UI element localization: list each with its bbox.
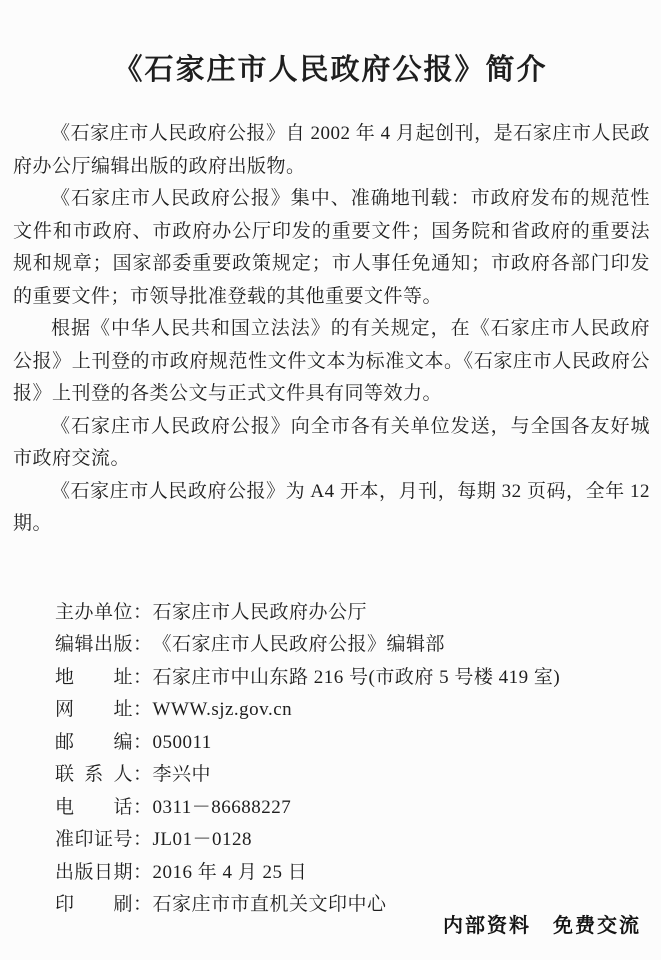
info-value: 《石家庄市人民政府公报》编辑部 — [152, 634, 446, 655]
info-row-website — [55, 694, 650, 727]
info-label: 出版日期 — [55, 861, 134, 883]
info-value: WWW.sjz.gov.cn — [152, 699, 293, 720]
info-label: 地址 — [55, 666, 133, 688]
info-label: 网址 — [55, 699, 133, 720]
info-label: 主办单位 — [55, 601, 134, 623]
publication-info-list — [55, 597, 650, 922]
info-label: 印刷 — [55, 894, 133, 915]
info-colon: ： — [133, 894, 153, 915]
info-row-address — [55, 662, 650, 695]
intro-body — [13, 118, 650, 541]
info-value: 石家庄市市直机关文印中心 — [152, 894, 387, 915]
info-value: 2016 年 4 月 25 日 — [152, 861, 308, 883]
info-colon: ： — [133, 699, 153, 720]
info-value: 050011 — [152, 731, 212, 753]
paragraph-legal-status: 根据《中华人民共和国立法法》的有关规定，在《石家庄市人民政府公报》上刊登的市政府规范性文件文本为标准文本。《石家庄市人民政府公报》上刊登的各类公文与正式文件具有同等效力。 — [13, 318, 650, 404]
info-colon: ： — [133, 634, 153, 655]
info-label: 联系人 — [55, 764, 133, 785]
info-row-phone — [55, 792, 650, 825]
info-row-postcode — [55, 727, 650, 760]
info-colon: ： — [133, 829, 153, 850]
info-value: 石家庄市人民政府办公厅 — [152, 601, 368, 623]
paragraph-distribution: 《石家庄市人民政府公报》向全市各有关单位发送，与全国各友好城市政府交流。 — [13, 415, 650, 469]
info-colon: ： — [133, 731, 153, 753]
info-row-publish-date — [55, 857, 650, 890]
info-label: 邮编 — [55, 731, 133, 753]
info-row-contact — [55, 759, 650, 792]
info-value: JL01－0128 — [152, 829, 253, 850]
info-colon: ： — [133, 764, 153, 785]
page-title: 《石家庄市人民政府公报》简介 — [113, 54, 548, 86]
info-colon: ： — [133, 666, 153, 688]
info-row-sponsor — [55, 597, 650, 630]
info-label: 编辑出版 — [55, 634, 134, 655]
info-value: 0311－86688227 — [152, 796, 292, 818]
info-label: 准印证号 — [55, 829, 134, 850]
info-colon: ： — [133, 601, 153, 623]
info-colon: ： — [133, 796, 153, 818]
info-row-permit-number — [55, 824, 650, 857]
info-colon: ： — [133, 861, 153, 883]
info-value: 石家庄市中山东路 216 号(市政府 5 号楼 419 室) — [152, 666, 561, 688]
info-value: 李兴中 — [152, 764, 212, 785]
paragraph-format: 《石家庄市人民政府公报》为 A4 开本，月刊，每期 32 页码，全年 12 期。 — [13, 480, 650, 534]
footer-note: 内部资料 免费交流 — [443, 915, 641, 937]
paragraph-contents: 《石家庄市人民政府公报》集中、准确地刊载：市政府发布的规范性文件和市政府、市政府办公厅印发的重要文件；国务院和省政府的重要法规和规章；国家部委重要政策规定；市人事任免通知；市政府各部门印发的重要文件；市领导批准登载的其他重要文件等。 — [13, 188, 650, 307]
info-label: 电话 — [55, 796, 133, 818]
paragraph-founding: 《石家庄市人民政府公报》自 2002 年 4 月起创刊，是石家庄市人民政府办公厅编辑出版的政府出版物。 — [13, 123, 650, 177]
info-row-publisher — [55, 629, 650, 662]
